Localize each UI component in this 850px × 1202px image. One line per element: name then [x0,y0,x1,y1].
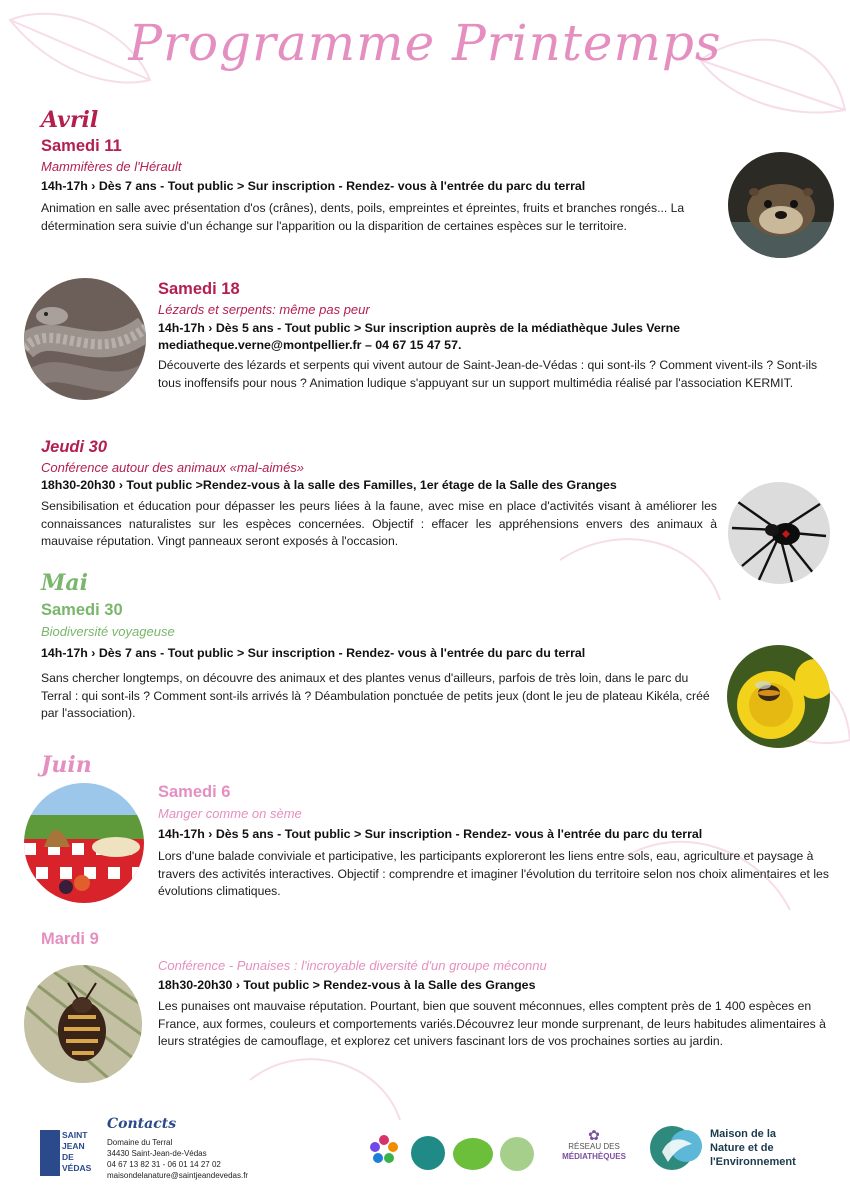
shield-bug-photo [24,965,142,1083]
otter-photo [728,152,834,258]
reseau-mediatheques-logo: ✿ RÉSEAU DES MÉDIATHÈQUES [562,1127,626,1161]
month-heading-april: Avril [41,107,99,133]
maison-nature-logo [648,1122,708,1174]
page-title: Programme Printemps [128,14,722,72]
maison-line-2: Nature et de [710,1142,774,1154]
event-subtitle: Biodiversité voyageuse [41,624,175,639]
bee-on-flower-photo [727,645,830,748]
partner-leaf-logo [500,1137,534,1171]
event-day: Samedi 18 [158,280,240,298]
event-info: 14h-17h › Dès 7 ans - Tout public > Sur inscription - Rendez- vous à l'entrée du parc du terral [41,179,586,193]
event-info: 14h-17h › Dès 5 ans - Tout public > Sur inscription auprès de la médiathèque Jules Verne [158,321,681,335]
event-description: Lors d'une balade conviviale et participative, les participants exploreront les liens entre sols, eau, agriculture et paysage à travers des activités interactives. Objectif : comprendre et imaginer l'évolution du territoire selon nos choix alimentaires et les évolutions climatiques. [158,849,829,898]
event-description: Animation en salle avec présentation d'os (crânes), dents, poils, empreintes et épreintes, fruits et branches rongés... La détermination sera suivie d'un échange sur l'apparition ou la disparition de certaines espèces sur le territoire. [41,201,685,233]
contacts-heading: Contacts [107,1116,177,1132]
contact-phone: 04 67 13 82 31 - 06 01 14 27 02 [107,1160,221,1169]
event-subtitle: Mammifères de l'Hérault [41,159,182,174]
event-subtitle: Manger comme on sème [158,806,302,821]
maison-line-3: l'Environnement [710,1156,796,1168]
event-info: 14h-17h › Dès 7 ans - Tout public > Sur inscription - Rendez- vous à l'entrée du parc du terral [41,646,586,660]
contact-email[interactable]: maisondelanature@saintjeandevedas.fr [107,1171,249,1180]
event-day: Jeudi 30 [41,438,108,456]
event-info: 18h30-20h30 › Tout public >Rendez-vous à la salle des Familles, 1er étage de la Salle des Granges [41,478,617,492]
event-description: Sans chercher longtemps, on découvre des animaux et des plantes venus d'ailleurs, parfois de très loin, dans le parc du Terral : qui sont-ils ? Comment sont-ils arrivés là ? Déambulation ponctuée de petits jeux (dont le jeu de plateau Kikéla, créé par l'association). [41,671,710,720]
event-day: Samedi 30 [41,601,123,619]
partner-green-logo [453,1138,493,1170]
contact-postcode: 34430 Saint-Jean-de-Védas [107,1149,207,1158]
event-contact: mediatheque.verne@montpellier.fr – 04 67 15 47 57. [158,338,462,352]
saint-jean-de-vedas-logo: SAINT JEAN DE VÉDAS [40,1130,92,1176]
event-day: Samedi 11 [41,137,122,155]
contact-address: Domaine du Terral [107,1138,173,1147]
event-subtitle: Lézards et serpents: même pas peur [158,302,370,317]
month-heading-june: Juin [41,752,92,778]
partner-teal-logo [411,1136,445,1170]
spider-photo [728,482,830,584]
partner-flower-logo [366,1132,402,1168]
event-day: Mardi 9 [41,930,99,948]
event-description: Découverte des lézards et serpents qui vivent autour de Saint-Jean-de-Védas : qui sont-ils ? Comment vivent-ils ? Sont-ils tous inoffensifs pour nous ? Animation ludique s'appuyant sur un support multimédia réalisé par l'association KERMIT. [158,358,818,390]
event-description: Les punaises ont mauvaise réputation. Pourtant, bien que souvent méconnues, elles comptent près de 1 400 espèces en France, aux formes, couleurs et comportements variés.Découvrez leur monde surprenant, de leurs habitudes alimentaires à leurs stratégies de camouflage, et explorez cet univers fascinant lors de vos prochaines sorties au jardin. [158,999,826,1048]
event-day: Samedi 6 [158,783,231,801]
maison-line-1: Maison de la [710,1128,777,1140]
picnic-photo [24,783,144,903]
event-subtitle: Conférence - Punaises : l'incroyable diversité d'un groupe méconnu [158,958,547,973]
event-subtitle: Conférence autour des animaux «mal-aimés» [41,460,305,475]
snake-photo [24,278,146,400]
month-heading-may: Mai [41,570,88,596]
event-info: 18h30-20h30 › Tout public > Rendez-vous à la Salle des Granges [158,978,536,992]
event-description: Sensibilisation et éducation pour dépasser les peurs liées à la faune, avec mise en place d'activités visant à améliorer les connaissances naturalistes sur les espèces concernées. Objectif : effacer les appréhensions envers des animaux à mauvaise réputation. Vingt panneaux seront exposés à l'occasion. [41,499,717,548]
event-info: 14h-17h › Dès 5 ans - Tout public > Sur inscription - Rendez- vous à l'entrée du parc du terral [158,827,703,841]
